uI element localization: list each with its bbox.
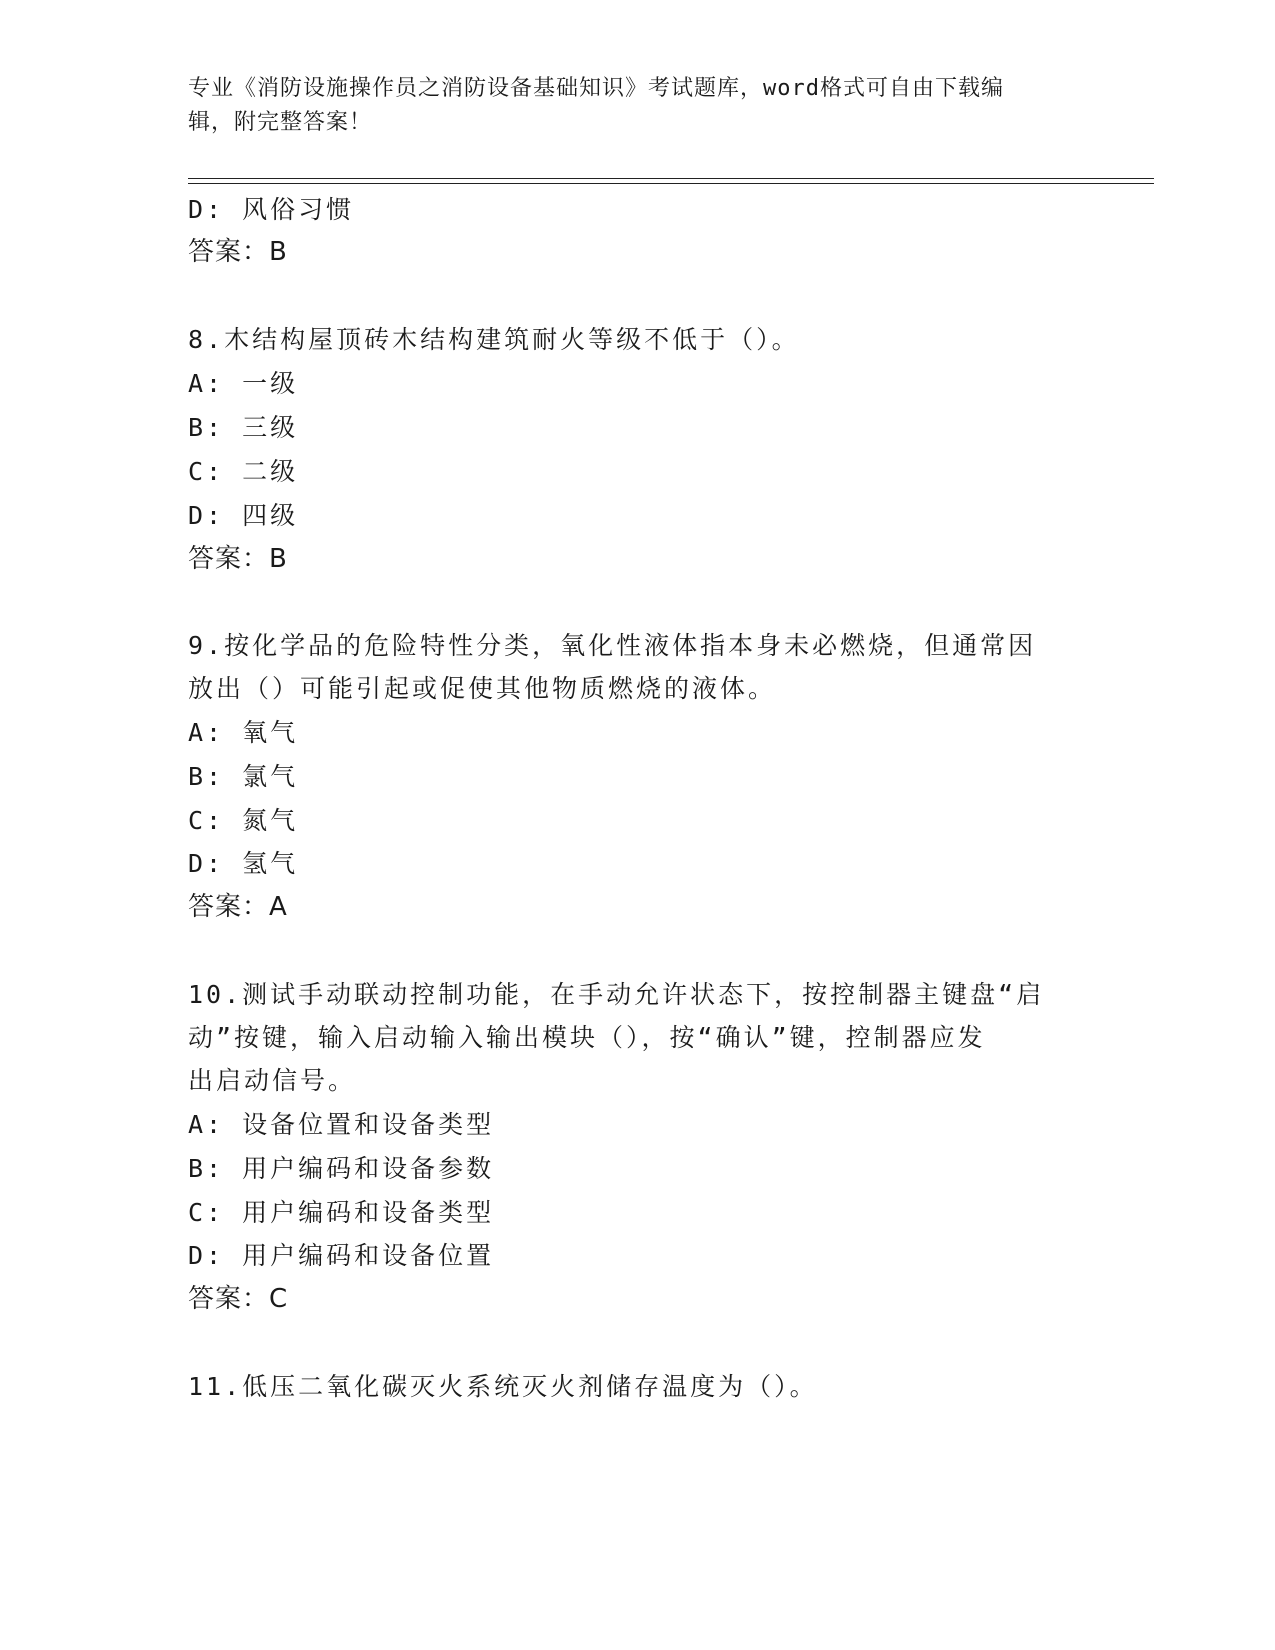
q9-option-a: A: 氧气 [188,718,299,747]
q8-stem: 8.木结构屋顶砖木结构建筑耐火等级不低于（）。 [188,325,800,354]
q10-option-a: A: 设备位置和设备类型 [188,1110,495,1139]
q10-stem-line-2: 动”按键，输入启动输入输出模块（），按“确认”键，控制器应发 [188,1023,986,1052]
header-divider-top [188,178,1154,179]
q10-stem-line-3: 出启动信号。 [188,1066,357,1095]
q9-option-b: B: 氯气 [188,762,299,791]
q10-option-c: C: 用户编码和设备类型 [188,1198,495,1227]
document-header [188,72,1088,140]
q8-option-c: C: 二级 [188,457,299,486]
q9-option-d: D: 氢气 [188,849,299,878]
header-line-2: 辑，附完整答案！ [188,110,373,135]
q7-option-d: D: 风俗习惯 [188,195,355,224]
q10-option-b: B: 用户编码和设备参数 [188,1154,495,1183]
q8-option-b: B: 三级 [188,413,299,442]
q8-option-d: D: 四级 [188,501,299,530]
q8-answer: 答案：B [188,544,288,574]
header-divider-bottom [188,183,1154,184]
q9-stem-line-1: 9.按化学品的危险特性分类，氧化性液体指本身未必燃烧，但通常因 [188,631,1037,660]
q10-answer: 答案：C [188,1284,289,1314]
header-line-1: 专业《消防设施操作员之消防设备基础知识》考试题库，word格式可自由下载编 [188,76,1004,101]
q10-stem-line-1: 10.测试手动联动控制功能，在手动允许状态下，按控制器主键盘“启 [188,980,1045,1009]
q10-option-d: D: 用户编码和设备位置 [188,1241,495,1270]
q9-stem-line-2: 放出（）可能引起或促使其他物质燃烧的液体。 [188,674,777,703]
q8-option-a: A: 一级 [188,369,299,398]
q11-stem: 11.低压二氧化碳灭火系统灭火剂储存温度为（）。 [188,1372,818,1401]
q9-answer: 答案：A [188,892,288,922]
q7-answer: 答案：B [188,237,288,267]
q9-option-c: C: 氮气 [188,806,299,835]
